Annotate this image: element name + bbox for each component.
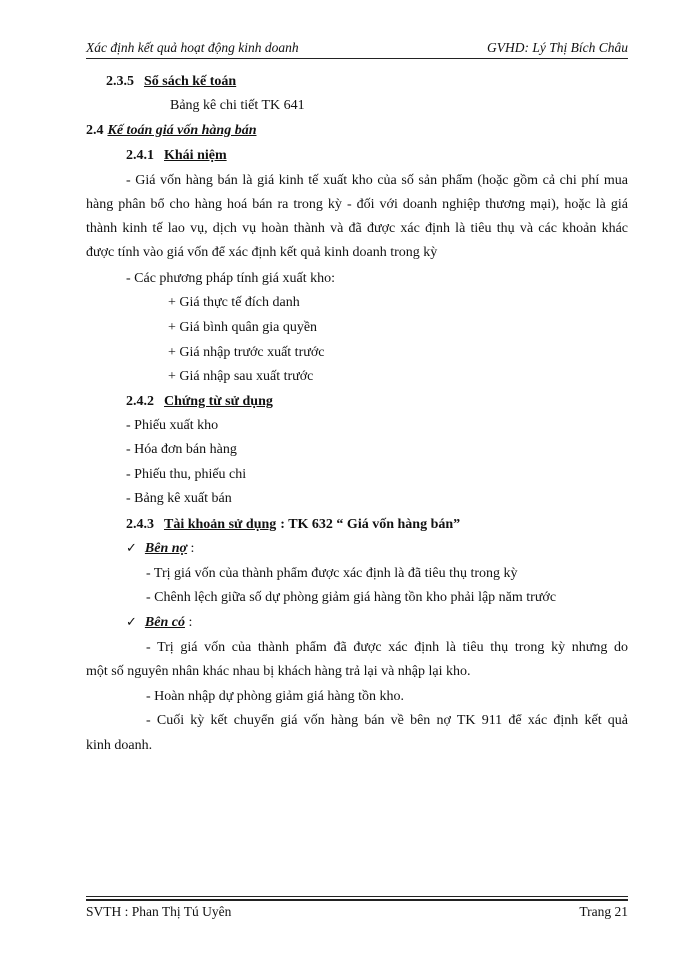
heading-2-4: 2.4 Kế toán giá vốn hàng bán [86,123,257,138]
ben-no-heading: ✓ Bên nợ : [126,541,195,556]
checkmark-icon: ✓ [126,541,137,556]
heading-2-4-3: 2.4.3 Tài khoản sử dụng : TK 632 “ Giá vốn hàng bán” [126,517,461,532]
page-number: Trang 21 [579,904,628,919]
heading-2-3-5: 2.3.5 Sổ sách kế toán [106,74,237,89]
method-item: + Giá nhập trước xuất trước [168,345,325,360]
heading-2-4-2: 2.4.2 Chứng từ sử dụng [126,394,273,409]
ben-co-item-2: - Hoàn nhập dự phòng giảm giá hàng tồn kho. [146,689,404,704]
header-advisor: GVHD: Lý Thị Bích Châu [487,40,628,55]
document-item: - Bảng kê xuất bán [126,491,232,506]
ben-no-item: - Trị giá vốn của thành phẩm được xác định là đã tiêu thụ trong kỳ [146,566,518,581]
document-item: - Phiếu thu, phiếu chi [126,467,247,482]
para-line-1: - Giá vốn hàng bán là giá kinh tế xuất kho của số sản phẩm (hoặc gồm cả chi phí mua [126,173,628,188]
para-line-2: hàng phân bổ cho hàng hoá bán ra trong kỳ - đối với doanh nghiệp thương mại), hoặc là giá [86,197,628,212]
ben-co-item-3-line-2: kinh doanh. [86,738,153,753]
para-line-4: được tính vào giá vốn để xác định kết quả kinh doanh trong kỳ [86,245,438,260]
ben-no-item: - Chênh lệch giữa số dự phòng giảm giá hàng tồn kho phải lập năm trước [146,590,557,605]
sec-2-3-5-item: Bảng kê chi tiết TK 641 [170,98,305,113]
checkmark-icon: ✓ [126,615,137,630]
footer-divider [86,896,628,897]
ben-co-item-1-line-1: - Trị giá vốn của thành phẩm đã được xác định là tiêu thụ trong kỳ nhưng do [146,640,628,655]
footer-student: SVTH : Phan Thị Tú Uyên [86,904,232,919]
para-line-3: thành kinh tế lao vụ, dịch vụ hoàn thành và đã được xác định là tiêu thụ và các khoản khác [86,221,628,236]
footer-divider [86,899,628,901]
header-title: Xác định kết quả hoạt động kinh doanh [86,40,299,55]
heading-2-4-1: 2.4.1 Khái niệm [126,148,227,163]
methods-intro: - Các phương pháp tính giá xuất kho: [126,271,336,286]
method-item: + Giá thực tế đích danh [168,295,300,310]
ben-co-item-1-line-2: một số nguyên nhân khác nhau bị khách hàng trả lại và nhập lại kho. [86,664,471,679]
ben-co-heading: ✓ Bên có : [126,615,193,630]
method-item: + Giá nhập sau xuất trước [168,369,314,384]
method-item: + Giá bình quân gia quyền [168,320,318,335]
header-divider [86,58,628,59]
document-item: - Hóa đơn bán hàng [126,442,237,457]
document-item: - Phiếu xuất kho [126,418,219,433]
ben-co-item-3-line-1: - Cuối kỳ kết chuyển giá vốn hàng bán về bên nợ TK 911 để xác định kết quả [146,713,628,728]
